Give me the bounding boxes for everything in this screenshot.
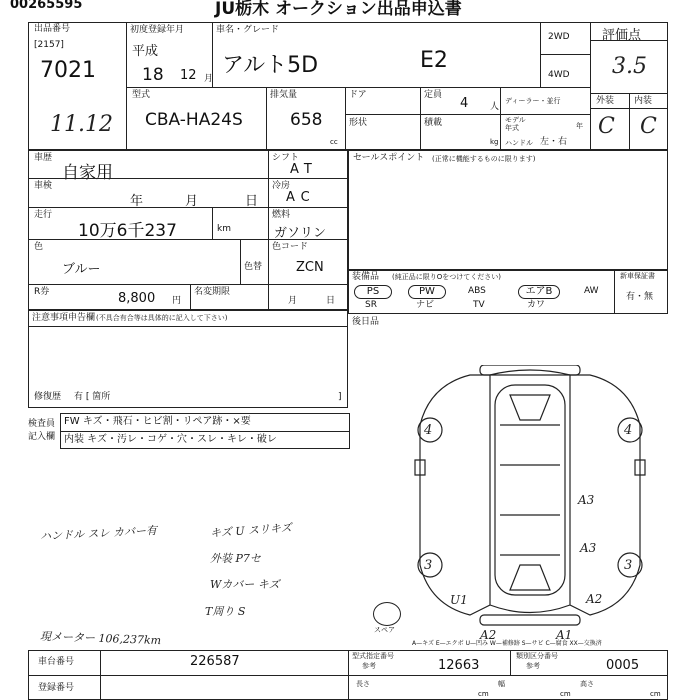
- equipment-leather: カワ: [527, 300, 546, 310]
- inspection-year: 年: [130, 194, 144, 209]
- capacity-unit: 人: [490, 102, 500, 112]
- equipment-abs: ABS: [468, 286, 486, 296]
- type-number-label: 型式指定番号: [352, 652, 394, 660]
- mileage-label: 走行: [34, 210, 53, 220]
- damage-mark-5: A3: [578, 493, 595, 507]
- name-change-label: 名変期限: [194, 287, 231, 297]
- displacement-unit: cc: [330, 138, 338, 146]
- interior-grade: C: [640, 114, 657, 139]
- damage-mark-1: 4: [424, 423, 433, 438]
- registration-number-label: 登録番号: [38, 683, 75, 693]
- warranty-value: 有・無: [626, 292, 654, 302]
- damage-mark-3: 3: [424, 558, 433, 573]
- width-unit: cm: [560, 690, 571, 698]
- shift-value: AT: [290, 162, 318, 177]
- ac-value: AC: [286, 190, 316, 205]
- equipment-sr: SR: [365, 300, 377, 310]
- score-value: 3.5: [612, 54, 647, 79]
- doors-label: ドア: [349, 90, 367, 100]
- exterior-label: 外装: [596, 96, 615, 106]
- equipment-tv: TV: [473, 300, 485, 310]
- equipment-navi: ナビ: [416, 300, 435, 310]
- vehicle-grade: E2: [420, 48, 448, 73]
- warranty-label: 新車保証書: [620, 272, 655, 280]
- equipment-airbag: エアB: [518, 285, 560, 299]
- handwritten-note-1: ハンドル スレ カバー有: [39, 523, 158, 544]
- load-unit: kg: [490, 138, 499, 146]
- height-unit: cm: [650, 690, 661, 698]
- height-label: 高さ: [580, 680, 594, 688]
- class-ref-label: 参考: [526, 662, 540, 670]
- mileage-unit: km: [217, 224, 231, 234]
- handle-value: 左・右: [540, 137, 568, 147]
- recycle-unit: 円: [172, 296, 182, 306]
- equipment-pw: PW: [408, 285, 446, 299]
- damage-mark-2: 4: [624, 423, 633, 438]
- fuel-label: 燃料: [272, 210, 291, 220]
- mileage-value: 10万6千237: [78, 221, 177, 241]
- lot-handwritten: 11.12: [50, 112, 113, 137]
- registration-era: 平成: [132, 44, 159, 59]
- damage-mark-7: A2: [586, 592, 603, 606]
- inspector-row-2: 内装 キズ・汚レ・コゲ・穴・スレ・キレ・破レ: [64, 434, 277, 445]
- ac-label: 冷房: [272, 181, 291, 191]
- color-change-label: 色替: [244, 262, 263, 272]
- width-label: 幅: [498, 680, 505, 688]
- registration-month-unit: 月: [204, 74, 214, 84]
- handwritten-note-3: 外装 P7セ: [210, 552, 261, 565]
- spare-tire-icon: [373, 602, 401, 626]
- chassis-number: 226587: [190, 654, 240, 669]
- length-unit: cm: [478, 690, 489, 698]
- serial-number: 00265595: [10, 0, 83, 12]
- sales-point-note: (正常に機能するものに限ります): [432, 155, 536, 163]
- recycle-label: R券: [34, 287, 50, 297]
- capacity-label: 定員: [424, 90, 443, 100]
- equipment-ps: PS: [354, 285, 392, 299]
- form-title: JU栃木 オークション出品申込書: [215, 0, 462, 19]
- model-year-label: モデル年式: [505, 116, 526, 132]
- lot-label: 出品番号: [34, 24, 71, 34]
- fuel-value: ガソリン: [274, 226, 327, 241]
- inspection-day: 日: [245, 194, 259, 209]
- usage-value: 自家用: [62, 163, 113, 183]
- type-ref-label: 参考: [362, 662, 376, 670]
- handle-label: ハンドル: [505, 139, 533, 147]
- score-label: 評価点: [602, 28, 642, 43]
- registration-label: 初度登録年月: [130, 25, 185, 35]
- damage-mark-9: A2: [480, 628, 497, 642]
- sales-point-label: セールスポイント: [353, 153, 425, 163]
- lot-code: [2157]: [34, 40, 64, 50]
- damage-mark-10: A1: [556, 628, 573, 642]
- exterior-grade: C: [598, 114, 615, 139]
- length-label: 長さ: [356, 680, 370, 688]
- equipment-aw: AW: [584, 286, 599, 296]
- shift-label: シフト: [272, 153, 300, 163]
- name-change-month: 月: [288, 296, 298, 306]
- repair-bracket-close: ]: [338, 392, 342, 402]
- equipment-label: 装備品: [352, 272, 380, 282]
- usage-label: 車歴: [34, 153, 53, 163]
- damage-mark-4: 3: [624, 558, 633, 573]
- dealer-label: ディーラー・並行: [505, 97, 561, 105]
- top-frame: [28, 22, 668, 150]
- model-year-unit: 年: [576, 122, 583, 130]
- caution-label: 注意事項申告欄: [32, 313, 96, 323]
- caution-note: (不具合有合等は具体的に記入して下さい): [96, 314, 228, 322]
- interior-label: 内装: [634, 96, 653, 106]
- recycle-value: 8,800: [118, 291, 156, 306]
- color-code-label: 色コード: [272, 242, 309, 252]
- load-label: 積載: [424, 118, 443, 128]
- spare-label: スペア: [374, 626, 395, 634]
- drive-4wd: 4WD: [548, 70, 570, 80]
- repair-value: 有 [ 箇所: [74, 392, 111, 402]
- handwritten-note-2: キズ U スリキズ: [209, 521, 293, 540]
- damage-legend: A—キズ E—エクボ U—凹み W—補修跡 S—サビ C—腐食 XX—交換済: [412, 640, 602, 647]
- capacity-value: 4: [460, 96, 469, 111]
- displacement-value: 658: [290, 110, 323, 130]
- displacement-label: 排気量: [270, 90, 298, 100]
- registration-month: 12: [180, 68, 197, 83]
- sales-frame: [348, 150, 668, 270]
- repair-label: 修復歴: [34, 392, 62, 402]
- type-number: 12663: [438, 658, 480, 673]
- registration-year: 18: [142, 65, 164, 85]
- vehicle-name-label: 車名・グレード: [216, 25, 280, 35]
- inspection-month: 月: [185, 194, 199, 209]
- class-number: 0005: [606, 658, 640, 673]
- vehicle-name: アルト5D: [222, 53, 319, 78]
- model-value: CBA-HA24S: [145, 110, 243, 130]
- aftermarket-label: 後日品: [352, 317, 380, 327]
- class-number-label: 類別区分番号: [516, 652, 558, 660]
- damage-mark-8: U1: [450, 593, 468, 607]
- drive-2wd: 2WD: [548, 32, 570, 42]
- equipment-note: (純正品に限りOをつけてください): [392, 273, 501, 281]
- model-label: 型式: [132, 90, 151, 100]
- handwritten-note-5: T周り S: [205, 605, 246, 618]
- inspector-row-1: FW キズ・飛石・ヒビ割・リペア跡・×要: [64, 416, 251, 427]
- handwritten-note-6: 現メーター 106,237km: [39, 629, 162, 648]
- car-damage-diagram: [400, 365, 660, 635]
- lot-number: 7021: [40, 58, 96, 83]
- damage-mark-6: A3: [580, 541, 597, 555]
- handwritten-note-4: Wカバー キズ: [210, 578, 280, 591]
- color-value: ブルー: [62, 262, 101, 277]
- inspection-label: 車検: [34, 181, 53, 191]
- name-change-day: 日: [326, 296, 336, 306]
- color-label: 色: [34, 242, 44, 252]
- chassis-label: 車台番号: [38, 657, 75, 667]
- color-code-value: ZCN: [296, 260, 324, 275]
- inspector-label: 検査員記入欄: [28, 419, 56, 442]
- shape-label: 形状: [349, 118, 368, 128]
